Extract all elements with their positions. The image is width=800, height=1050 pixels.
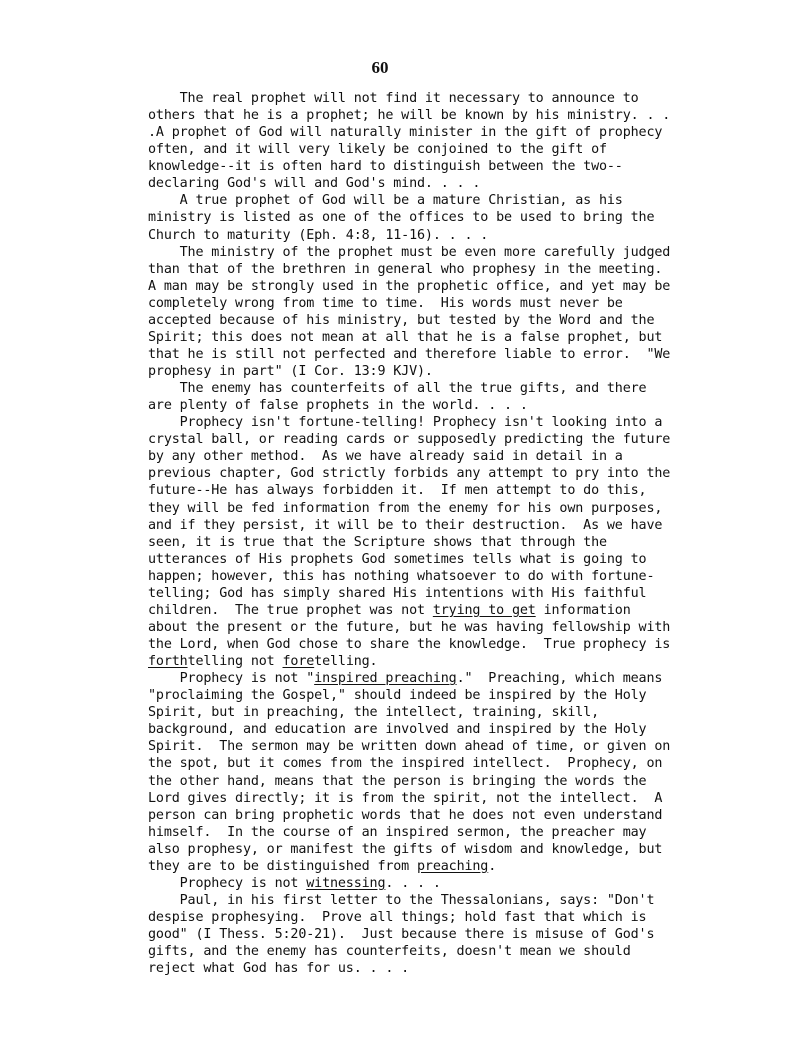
text-line: [148, 244, 748, 261]
line-text: by any other method. As we have already said in detail in a: [148, 449, 623, 465]
line-text: "proclaiming the Gospel," should indeed be inspired by the Holy: [148, 688, 647, 704]
text-line: [148, 431, 748, 448]
line-text: declaring God's will and God's mind. . . .: [148, 176, 481, 192]
line-text: Spirit, but in preaching, the intellect, training, skill,: [148, 705, 599, 721]
text-line: [148, 363, 748, 380]
text-line: [148, 380, 748, 397]
text-line: [148, 329, 748, 346]
line-text: and if they persist, it will be to their destruction. As we have: [148, 517, 663, 533]
line-text: Spirit. The sermon may be written down ahead of time, or given on: [148, 739, 671, 755]
line-text: accepted because of his ministry, but tested by the Word and the: [148, 312, 655, 328]
text-line: [148, 192, 748, 209]
text-line: [148, 960, 748, 977]
text-line: [148, 841, 748, 858]
page-number: 60: [371, 58, 389, 77]
text-line: [148, 227, 748, 244]
text-line: [148, 124, 748, 141]
text-line: [148, 500, 748, 517]
text-line: [148, 670, 748, 687]
text-line: [148, 858, 748, 875]
line-text: ." Preaching, which means: [456, 671, 663, 687]
line-text: Church to maturity (Eph. 4:8, 11-16). . . .: [148, 227, 489, 243]
text-line: [148, 517, 748, 534]
line-text: Lord gives directly; it is from the spirit, not the intellect. A: [148, 790, 663, 806]
line-text: A true prophet of God will be a mature Christian, as his: [148, 193, 623, 209]
line-text: telling not: [187, 654, 283, 670]
text-line: [148, 790, 748, 807]
underlined-text: witnessing: [306, 875, 386, 891]
text-line: [148, 721, 748, 738]
text-line: [148, 90, 748, 107]
text-line: [148, 346, 748, 363]
text-line: [148, 909, 748, 926]
text-line: [148, 107, 748, 124]
text-line: [148, 773, 748, 790]
line-text: children. The true prophet was not: [148, 602, 433, 618]
line-text: good" (I Thess. 5:20-21). Just because there is misuse of God's: [148, 927, 655, 943]
text-line: [148, 875, 748, 892]
text-line: [148, 534, 748, 551]
text-line: [148, 448, 748, 465]
text-line: [148, 687, 748, 704]
line-text: telling.: [314, 654, 378, 670]
text-line: [148, 807, 748, 824]
line-text: future--He has always forbidden it. If men attempt to do this,: [148, 483, 647, 499]
text-line: [148, 568, 748, 585]
line-text: . . . .: [385, 875, 441, 891]
line-text: the other hand, means that the person is bringing the words the: [148, 773, 647, 789]
text-line: [148, 175, 748, 192]
text-line: [148, 738, 748, 755]
text-line: [148, 585, 748, 602]
underlined-text: fore: [282, 654, 315, 670]
line-text: A man may be strongly used in the prophetic office, and yet may be: [148, 278, 671, 294]
line-text: himself. In the course of an inspired sermon, the preacher may: [148, 824, 647, 840]
text-line: [148, 261, 748, 278]
line-text: they are to be distinguished from: [148, 858, 418, 874]
text-line: [148, 653, 748, 670]
text-line: [148, 926, 748, 943]
line-text: the Lord, when God chose to share the knowledge. True prophecy is: [148, 637, 671, 652]
line-text: information: [535, 602, 631, 618]
line-text: gifts, and the enemy has counterfeits, doesn't mean we should: [148, 944, 631, 960]
line-text: the spot, but it comes from the inspired intellect. Prophecy, on: [148, 756, 663, 772]
text-line: [148, 602, 748, 619]
text-line: [148, 482, 748, 499]
line-text: utterances of His prophets God sometimes tells what is going to: [148, 551, 647, 567]
line-text: knowledge--it is often hard to distinguish between the two--: [148, 159, 623, 175]
text-line: [148, 824, 748, 841]
line-text: completely wrong from time to time. His words must never be: [148, 295, 623, 311]
line-text: happen; however, this has nothing whatsoever to do with fortune-: [148, 568, 655, 584]
body-text: [148, 90, 748, 977]
line-text: person can bring prophetic words that he does not even understand: [148, 807, 663, 823]
line-text: than that of the brethren in general who prophesy in the meeting.: [148, 261, 663, 277]
line-text: previous chapter, God strictly forbids any attempt to pry into the: [148, 466, 671, 482]
line-text: background, and education are involved and inspired by the Holy: [148, 722, 647, 738]
line-text: seen, it is true that the Scripture shows that through the: [148, 534, 607, 550]
line-text: Prophecy is not: [148, 875, 307, 891]
line-text: prophesy in part" (I Cor. 13:9 KJV).: [148, 364, 433, 379]
line-text: about the present or the future, but he was having fellowship with: [148, 619, 671, 635]
line-text: The ministry of the prophet must be even more carefully judged: [148, 244, 671, 260]
text-line: [148, 551, 748, 568]
text-line: [148, 943, 748, 960]
line-text: Paul, in his first letter to the Thessalonians, says: "Don't: [148, 892, 655, 908]
line-text: .: [488, 858, 497, 874]
line-text: ministry is listed as one of the offices to be used to bring the: [148, 210, 655, 226]
line-text: The real prophet will not find it necessary to announce to: [148, 91, 639, 106]
underlined-text: trying to get: [432, 602, 536, 618]
line-text: Prophecy is not ": [148, 671, 315, 687]
text-line: [148, 278, 748, 295]
text-line: [148, 636, 748, 653]
text-line: [148, 619, 748, 636]
text-line: [148, 755, 748, 772]
text-line: [148, 158, 748, 175]
text-line: [148, 141, 748, 158]
line-text: telling; God has simply shared His intentions with His faithful: [148, 585, 647, 601]
text-line: [148, 209, 748, 226]
underlined-text: preaching: [417, 858, 489, 874]
line-text: The enemy has counterfeits of all the true gifts, and there: [148, 381, 647, 397]
line-text: are plenty of false prophets in the world. . . .: [148, 398, 528, 414]
line-text: despise prophesying. Prove all things; hold fast that which is: [148, 910, 647, 925]
line-text: reject what God has for us. . . .: [148, 961, 410, 977]
line-text: Prophecy isn't fortune-telling! Prophecy isn't looking into a: [148, 415, 663, 431]
text-line: [148, 295, 748, 312]
line-text: .A prophet of God will naturally minister in the gift of prophecy: [148, 125, 663, 141]
text-line: [148, 312, 748, 329]
text-line: [148, 397, 748, 414]
line-text: often, and it will very likely be conjoined to the gift of: [148, 142, 607, 158]
line-text: Spirit; this does not mean at all that he is a false prophet, but: [148, 329, 663, 345]
line-text: they will be fed information from the enemy for his own purposes,: [148, 500, 663, 516]
text-line: [148, 414, 748, 431]
underlined-text: inspired preaching: [314, 671, 457, 687]
line-text: also prophesy, or manifest the gifts of wisdom and knowledge, but: [148, 841, 663, 857]
text-line: [148, 465, 748, 482]
underlined-text: forth: [148, 654, 188, 670]
text-line: [148, 892, 748, 909]
line-text: crystal ball, or reading cards or supposedly predicting the future: [148, 432, 671, 448]
line-text: that he is still not perfected and therefore liable to error. "We: [148, 346, 671, 362]
line-text: others that he is a prophet; he will be known by his ministry. . .: [148, 108, 671, 124]
text-line: [148, 704, 748, 721]
